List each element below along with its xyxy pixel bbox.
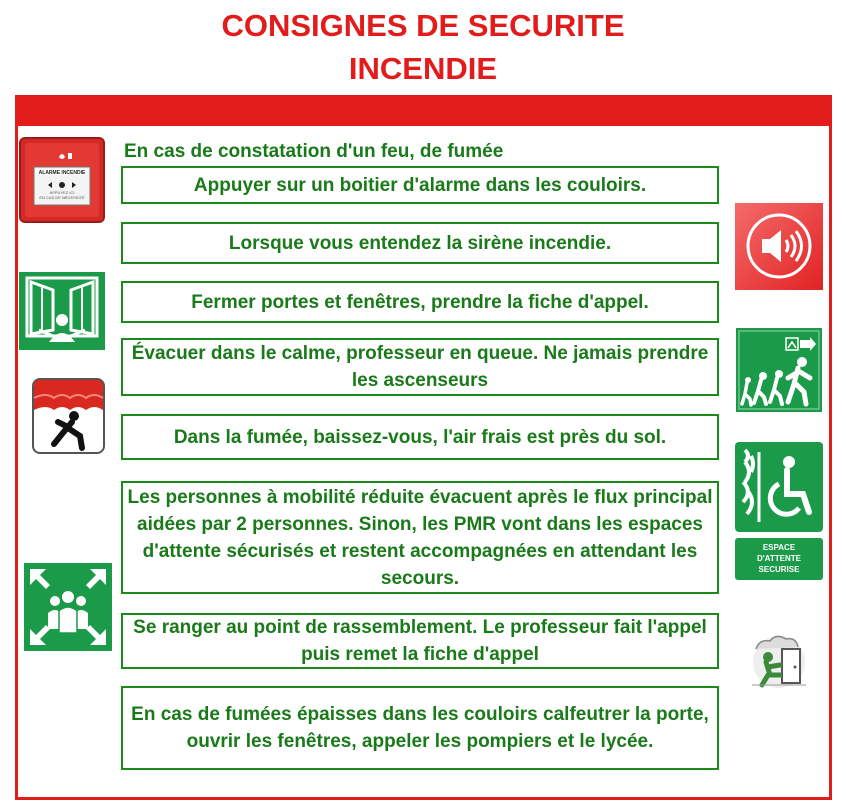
disabled-refuge-icon bbox=[735, 442, 823, 580]
instruction-4: Évacuer dans le calme, professeur en queue. Ne jamais prendre les ascenseurs bbox=[121, 338, 719, 396]
instruction-5: Dans la fumée, baissez-vous, l'air frais est près du sol. bbox=[121, 414, 719, 460]
emergency-exit-icon bbox=[736, 328, 822, 412]
intro-text: En cas de constatation d'un feu, de fumée bbox=[124, 141, 504, 162]
instruction-7: Se ranger au point de rassemblement. Le professeur fait l'appel puis remet la fiche d'appel bbox=[121, 613, 719, 669]
instruction-1: Appuyer sur un boitier d'alarme dans les couloirs. bbox=[121, 166, 719, 204]
svg-text:ALARME INCENDIE: ALARME INCENDIE bbox=[38, 170, 86, 176]
svg-text:APPUYEZ ICI: APPUYEZ ICI bbox=[49, 190, 75, 195]
instruction-8: En cas de fumées épaisses dans les couloirs calfeutrer la porte, ouvrir les fenêtres, appeler les pompiers et le lycée. bbox=[121, 686, 719, 770]
page-title-line2: INCENDIE bbox=[348, 51, 498, 86]
siren-speaker-icon bbox=[735, 203, 823, 290]
svg-text:EN CAS DE NÉCESSITÉ: EN CAS DE NÉCESSITÉ bbox=[39, 195, 85, 200]
instruction-3: Fermer portes et fenêtres, prendre la fiche d'appel. bbox=[121, 281, 719, 323]
fire-alarm-box-icon bbox=[19, 137, 105, 223]
page-title-line1: CONSIGNES DE SECURITE bbox=[221, 8, 625, 43]
svg-text:ESPACE: ESPACE bbox=[762, 543, 796, 552]
assembly-point-icon bbox=[24, 563, 112, 651]
close-windows-icon bbox=[19, 272, 105, 350]
svg-text:D'ATTENTE: D'ATTENTE bbox=[757, 554, 801, 563]
svg-text:SECURISE: SECURISE bbox=[758, 565, 800, 574]
stay-low-smoke-icon bbox=[32, 378, 105, 454]
seal-door-icon bbox=[750, 631, 808, 689]
instruction-6: Les personnes à mobilité réduite évacuent après le flux principal aidées par 2 personnes. Sinon, les PMR vont dans les espaces d'attente sécurisés et restent accompagnées en attendant les secours. bbox=[121, 481, 719, 594]
instruction-2: Lorsque vous entendez la sirène incendie. bbox=[121, 222, 719, 264]
